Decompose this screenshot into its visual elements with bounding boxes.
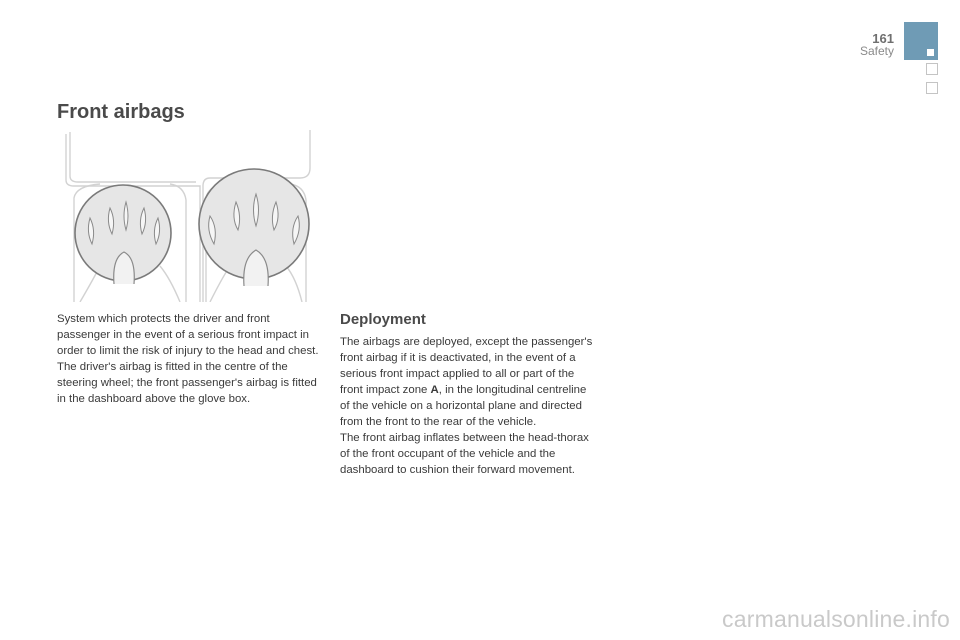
- watermark: carmanualsonline.info: [722, 606, 950, 632]
- section-name: Safety: [859, 44, 894, 58]
- tab-marker-icon: [927, 49, 934, 56]
- intro-text: [57, 311, 325, 407]
- section-tab-active[interactable]: [904, 22, 938, 60]
- airbag-illustration: [60, 128, 315, 302]
- impact-zone-label: A: [430, 384, 439, 396]
- deployment-paragraph: The front airbag inflates between the head-thorax of the front occupant of the vehicle and the dashboard to cushion their forward movement.: [340, 432, 589, 476]
- page-number: 161: [872, 31, 894, 46]
- section-tab[interactable]: [926, 82, 938, 94]
- deployment-text-b: , in the longitudinal centreline of the vehicle on a horizontal plane and directed from the front to the rear of the vehicle.: [340, 384, 587, 428]
- page-title: Front airbags: [57, 101, 185, 123]
- section-tab[interactable]: [926, 63, 938, 75]
- deployment-heading: Deployment: [340, 311, 426, 328]
- intro-paragraph: The driver's airbag is fitted in the centre of the steering wheel; the front passenger's airbag is fitted in the dashboard above the glove box.: [57, 361, 317, 405]
- deployment-text-a: The airbags are deployed, except the passenger's front airbag if it is deactivated, in the event of a serious front impact applied to all or part of the front impact zone: [340, 336, 593, 396]
- deployment-paragraph: [340, 334, 598, 430]
- deployment-text: [340, 334, 598, 478]
- intro-paragraph: System which protects the driver and front passenger in the event of a serious front impact in order to limit the risk of injury to the head and chest.: [57, 313, 319, 357]
